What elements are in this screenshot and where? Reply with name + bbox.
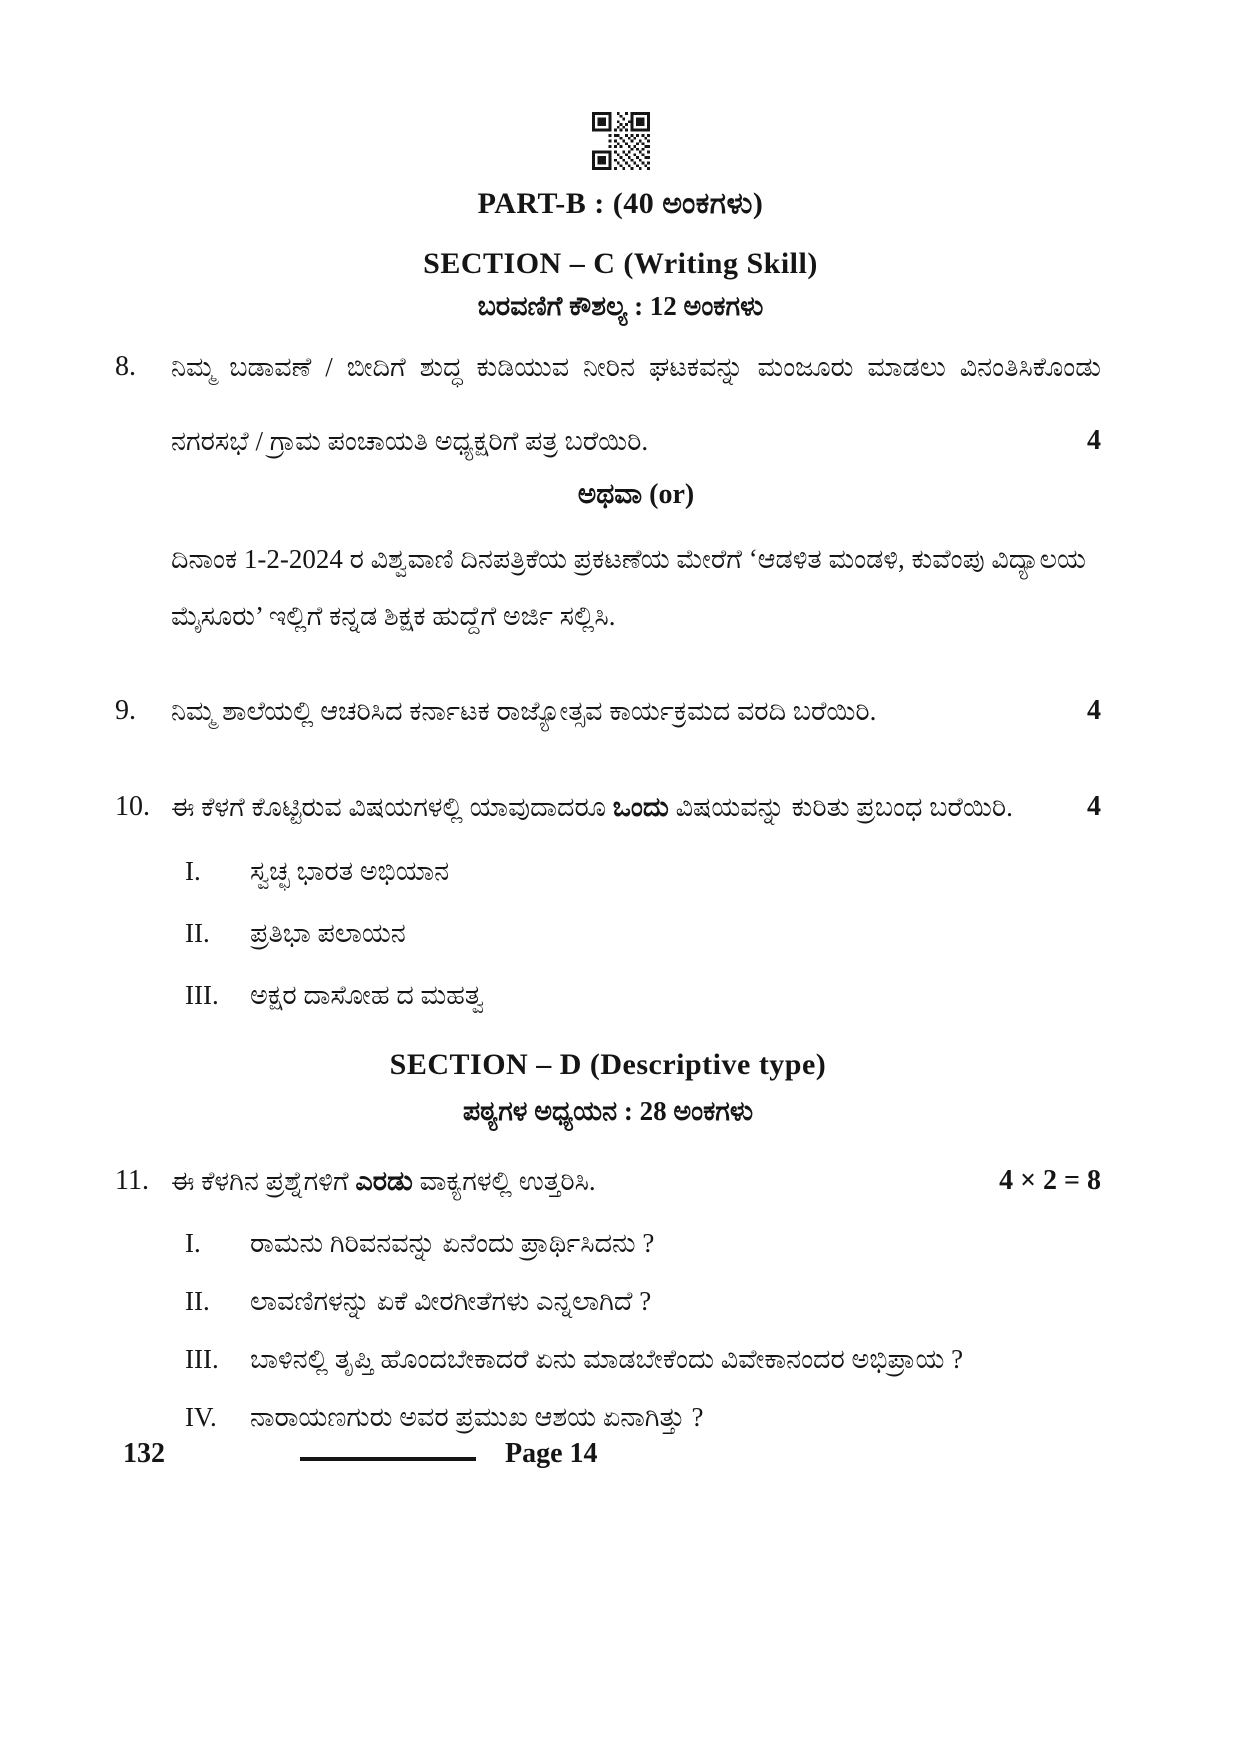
question-9-body xyxy=(171,691,1101,731)
qr-code-icon xyxy=(592,112,650,170)
question-11-text-bold: ಎರಡು xyxy=(355,1166,413,1196)
question-10-text-pre: ಈ ಕೆಳಗೆ ಕೊಟ್ಟಿರುವ ವಿಷಯಗಳಲ್ಲಿ ಯಾವುದಾದರೂ xyxy=(171,792,613,822)
subquestion-numeral: III. xyxy=(185,1344,219,1374)
question-11-subquestions xyxy=(115,1223,1101,1437)
paper-code: 132 xyxy=(123,1438,165,1469)
page-footer xyxy=(0,1438,1241,1488)
subquestion-text: ರಾಮನು ಗಿರಿವನವನ್ನು ಏನೆಂದು ಪ್ರಾರ್ಥಿಸಿದನು ? xyxy=(250,1228,655,1258)
section-d-title: SECTION – D (Descriptive type) xyxy=(389,1048,827,1081)
section-d-subtitle: ಪಠ್ಯಗಳ ಅಧ್ಯಯನ : 28 ಅಂಕಗಳು xyxy=(462,1096,754,1126)
topic-item xyxy=(185,913,1101,953)
qr-row xyxy=(0,0,1241,175)
question-9-number: 9. xyxy=(115,695,136,726)
page-number: Page 14 xyxy=(505,1438,598,1469)
question-8-line-1: ನಿಮ್ಮ ಬಡಾವಣೆ / ಬೀದಿಗೆ ಶುದ್ಧ ಕುಡಿಯುವ ನೀರಿನ ಘಟಕವನ್ನು ಮಂಜೂರು ಮಾಡಲು ವಿನಂತಿಸಿಕೊಂಡು xyxy=(171,352,1101,382)
subquestion-item xyxy=(185,1397,1101,1437)
question-9-text xyxy=(171,691,1101,731)
topic-text: ಸ್ವಚ್ಛ ಭಾರತ ಅಭಿಯಾನ xyxy=(250,856,450,886)
question-8-marks: 4 xyxy=(1087,425,1101,456)
question-10-text-bold: ಒಂದು xyxy=(612,792,669,822)
question-9 xyxy=(115,691,1101,731)
question-10 xyxy=(115,787,1101,827)
question-8-number: 8. xyxy=(115,351,136,382)
subquestion-numeral: IV. xyxy=(185,1402,217,1432)
subquestion-numeral: I. xyxy=(185,1228,201,1258)
topic-text: ಪ್ರತಿಭಾ ಪಲಾಯನ xyxy=(250,918,406,948)
question-11-body xyxy=(171,1161,1101,1201)
topic-numeral: I. xyxy=(185,856,201,886)
question-11 xyxy=(115,1161,1101,1201)
subquestion-numeral: II. xyxy=(185,1286,210,1316)
question-8-alt-line-2: ಮೈಸೂರು’ ಇಲ್ಲಿಗೆ ಕನ್ನಡ ಶಿಕ್ಷಕ ಹುದ್ದೆಗೆ ಅರ್ಜಿ ಸಲ್ಲಿಸಿ. xyxy=(171,601,616,631)
subquestion-item xyxy=(185,1281,1101,1321)
subquestion-text: ಲಾವಣಿಗಳನ್ನು ಏಕೆ ವೀರಗೀತೆಗಳು ಎನ್ನಲಾಗಿದೆ ? xyxy=(250,1286,652,1316)
question-11-number: 11. xyxy=(115,1165,149,1196)
question-8-alternative xyxy=(171,531,1101,645)
part-title: PART-B : (40 ಅಂಕಗಳು) xyxy=(477,187,764,220)
topic-numeral: II. xyxy=(185,918,210,948)
subquestion-item xyxy=(185,1223,1101,1263)
topic-numeral: III. xyxy=(185,980,219,1010)
question-10-topics xyxy=(115,851,1101,1015)
section-c-subtitle: ಬರವಣಿಗೆ ಕೌಶಲ್ಯ : 12 ಅಂಕಗಳು xyxy=(477,291,764,321)
question-10-text-post: ವಿಷಯವನ್ನು ಕುರಿತು ಪ್ರಬಂಧ ಬರೆಯಿರಿ. xyxy=(668,792,1013,822)
question-11-text xyxy=(171,1161,1101,1201)
question-8-line-2: ನಗರಸಭೆ / ಗ್ರಾಮ ಪಂಚಾಯತಿ ಅಧ್ಯಕ್ಷರಿಗೆ ಪತ್ರ ಬರೆಯಿರಿ. xyxy=(171,426,649,456)
subquestion-item xyxy=(185,1339,1101,1379)
question-10-marks: 4 xyxy=(1087,791,1101,822)
question-9-text-content: ನಿಮ್ಮ ಶಾಲೆಯಲ್ಲಿ ಆಚರಿಸಿದ ಕರ್ನಾಟಕ ರಾಜ್ಯೋತ್ಸವ ಕಾರ್ಯಕ್ರಮದ ವರದಿ ಬರೆಯಿರಿ. xyxy=(171,696,877,726)
footer-divider-line xyxy=(300,1457,476,1461)
questions-area xyxy=(115,347,1101,1437)
question-9-marks: 4 xyxy=(1087,695,1101,726)
section-c-title: SECTION – C (Writing Skill) xyxy=(423,247,818,280)
question-11-marks: 4 × 2 = 8 xyxy=(999,1165,1101,1196)
question-8-text xyxy=(171,347,1101,461)
question-10-body xyxy=(171,787,1101,827)
question-11-text-pre: ಈ ಕೆಳಗಿನ ಪ್ರಶ್ನೆಗಳಿಗೆ xyxy=(171,1166,356,1196)
subquestion-text: ನಾರಾಯಣಗುರು ಅವರ ಪ್ರಮುಖ ಆಶಯ ಏನಾಗಿತ್ತು ? xyxy=(250,1402,704,1432)
question-10-number: 10. xyxy=(115,791,150,822)
subquestion-text: ಬಾಳಿನಲ್ಲಿ ತೃಪ್ತಿ ಹೊಂದಬೇಕಾದರೆ ಏನು ಮಾಡಬೇಕೆಂದು ವಿವೇಕಾನಂದರ ಅಭಿಪ್ರಾಯ ? xyxy=(250,1344,964,1374)
question-10-text xyxy=(171,787,1101,827)
topic-item xyxy=(185,851,1101,891)
question-8-body xyxy=(171,347,1101,645)
topic-item xyxy=(185,975,1101,1015)
question-8-alt-line-1: ದಿನಾಂಕ 1-2-2024 ರ ವಿಶ್ವವಾಣಿ ದಿನಪತ್ರಿಕೆಯ ಪ್ರಕಟಣೆಯ ಮೇರೆಗೆ ‘ಆಡಳಿತ ಮಂಡಳಿ, ಕುವೆಂಪು ವಿದ್ಯಾಲಯ xyxy=(171,544,1086,574)
question-8 xyxy=(115,347,1101,645)
or-separator: ಅಥವಾ (or) xyxy=(577,479,695,510)
topic-text: ಅಕ್ಷರ ದಾಸೋಹ ದ ಮಹತ್ವ xyxy=(250,980,485,1010)
question-11-text-post: ವಾಕ್ಯಗಳಲ್ಲಿ ಉತ್ತರಿಸಿ. xyxy=(412,1166,596,1196)
